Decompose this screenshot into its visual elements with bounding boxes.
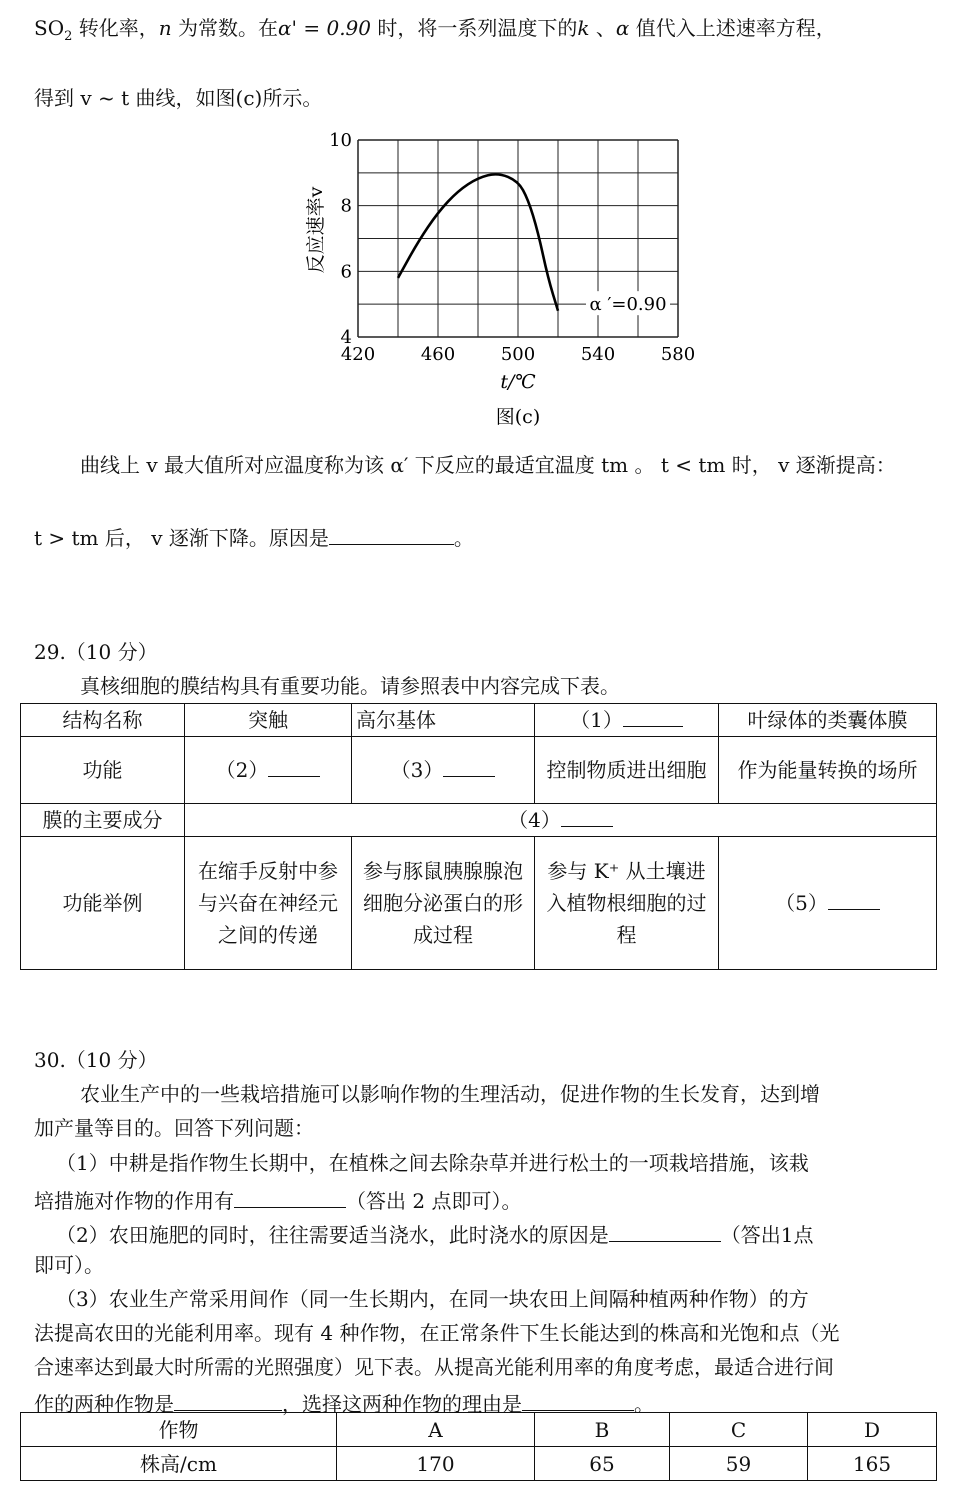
- q28-line-1: $SO_2$ 转化率，n 为常数。在α' = 0.90 时，将一系列温度下的k 、α 值代入上述速率方程，: [34, 16, 836, 44]
- cell: （5）: [719, 837, 937, 970]
- cell: 功能: [21, 737, 185, 804]
- q30-p1b: 加产量等目的。回答下列问题：: [34, 1116, 314, 1140]
- q30-p4c: 合速率达到最大时所需的光照强度）见下表。从提高光能利用率的角度考虑，最适合进行间: [34, 1355, 834, 1379]
- chart-caption: 图(c): [495, 406, 541, 428]
- cell: （1）: [535, 704, 719, 737]
- cell: 参与豚鼠胰腺腺泡细胞分泌蛋白的形成过程: [352, 837, 535, 970]
- q30-heading: 30.（10 分）: [34, 1048, 158, 1072]
- y-tick-label: 6: [340, 261, 352, 283]
- x-tick-label: 420: [340, 344, 376, 365]
- answer-blank[interactable]: [268, 756, 320, 777]
- cell: 59: [670, 1447, 808, 1481]
- cell: （3）: [352, 737, 535, 804]
- cell: 高尔基体: [352, 704, 535, 737]
- cell: 株高/cm: [21, 1447, 337, 1481]
- cell: 65: [535, 1447, 670, 1481]
- cell: （2）: [185, 737, 352, 804]
- x-tick-label: 460: [420, 344, 456, 365]
- cell: 作物: [21, 1413, 337, 1447]
- answer-blank[interactable]: [623, 706, 683, 727]
- q28-line-3: 曲线上 v 最大值所对应温度称为该 α′ 下反应的最适宜温度 tm 。 t < tm 时， v 逐渐提高：: [80, 453, 896, 477]
- q30-p2a: （1）中耕是指作物生长期中，在植株之间去除杂草并进行松土的一项栽培措施，该栽: [56, 1151, 809, 1175]
- q29-intro: 真核细胞的膜结构具有重要功能。请参照表中内容完成下表。: [80, 674, 620, 698]
- answer-blank[interactable]: [234, 1187, 346, 1208]
- answer-blank[interactable]: [828, 889, 880, 910]
- x-tick-label: 500: [500, 344, 536, 365]
- cell: D: [808, 1413, 937, 1447]
- answer-blank[interactable]: [609, 1221, 721, 1242]
- cell: 作为能量转换的场所: [719, 737, 937, 804]
- q30-p4d: 作的两种作物是 ，选择这两种作物的理由是 。: [34, 1392, 654, 1416]
- cell: B: [535, 1413, 670, 1447]
- y-tick-label: 4: [340, 327, 352, 348]
- cell: 165: [808, 1447, 937, 1481]
- q30-p1a: 农业生产中的一些栽培措施可以影响作物的生理活动，促进作物的生长发育，达到增: [80, 1082, 820, 1106]
- membrane-table: [20, 703, 937, 970]
- answer-blank[interactable]: [561, 806, 613, 827]
- cell: 控制物质进出细胞: [535, 737, 719, 804]
- cell: 参与 K⁺ 从土壤进入植物根细胞的过程: [535, 837, 719, 970]
- cell: 170: [337, 1447, 535, 1481]
- x-tick-label: 540: [580, 344, 616, 365]
- cell: 结构名称: [21, 704, 185, 737]
- crop-table: [20, 1412, 937, 1481]
- rate-temperature-chart: [300, 125, 720, 435]
- answer-blank[interactable]: [443, 756, 495, 777]
- x-tick-label: 580: [660, 344, 696, 365]
- q30-p4a: （3）农业生产常采用间作（同一生长期内，在同一块农田上间隔种植两种作物）的方: [56, 1287, 809, 1311]
- cell: 突触: [185, 704, 352, 737]
- q30-p4b: 法提高农田的光能利用率。现有 4 种作物，在正常条件下生长能达到的株高和光饱和点（光: [34, 1321, 840, 1345]
- q30-p2b: 培措施对作物的作用有 （答出 2 点即可）。: [34, 1189, 522, 1213]
- y-tick-label: 8: [340, 195, 352, 217]
- y-axis-label: 反应速率v: [305, 186, 327, 274]
- cell: 膜的主要成分: [21, 804, 185, 837]
- series-annotation: α ′=0.90: [589, 294, 667, 316]
- q28-line-2: 得到 v ~ t 曲线，如图(c)所示。: [34, 86, 323, 110]
- cell: 功能举例: [21, 837, 185, 970]
- answer-blank[interactable]: [522, 1390, 634, 1411]
- y-tick-label: 10: [329, 130, 352, 151]
- cell: 在缩手反射中参与兴奋在神经元之间的传递: [185, 837, 352, 970]
- cell: （4）: [185, 804, 937, 837]
- q29-heading: 29.（10 分）: [34, 640, 158, 664]
- answer-blank[interactable]: [174, 1390, 282, 1411]
- cell: C: [670, 1413, 808, 1447]
- q30-p3a: （2）农田施肥的同时，往往需要适当浇水，此时浇水的原因是 （答出1点: [56, 1223, 814, 1247]
- cell: A: [337, 1413, 535, 1447]
- cell: 叶绿体的类囊体膜: [719, 704, 937, 737]
- answer-blank[interactable]: [329, 524, 454, 545]
- q28-line-4: t > tm 后， v 逐渐下降。原因是 。: [34, 526, 474, 550]
- q30-p3b: 即可）。: [34, 1253, 104, 1277]
- x-axis-label: t/℃: [500, 371, 536, 393]
